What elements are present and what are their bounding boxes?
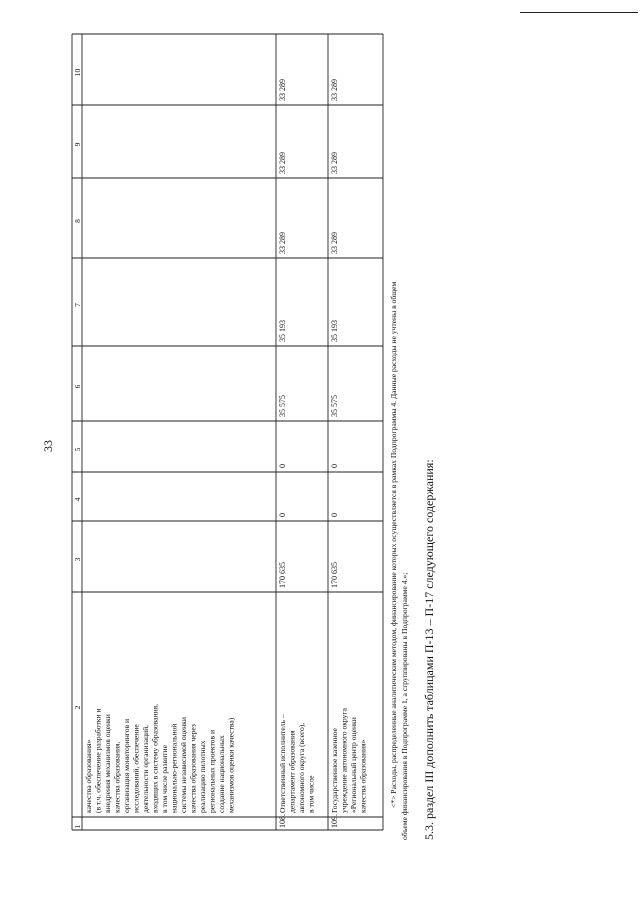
row-name-line: деятельности организаций, <box>141 724 150 813</box>
row-name-line: создание национальных <box>217 735 226 813</box>
row-name-line: автономного округа (всего), <box>297 722 306 813</box>
row-name-line: департамент образования <box>287 730 297 813</box>
row-name-line: исследований, обеспечение <box>131 724 141 813</box>
cell-value: 33 289 <box>330 152 339 174</box>
row-name-line: качества образования, <box>112 741 122 813</box>
row-name-line: в том числе <box>306 775 316 813</box>
row-name-line: качества образования через <box>188 724 198 813</box>
page-number: 33 <box>41 440 55 452</box>
row-name-line: «Региональный центр оценки <box>349 717 358 813</box>
row-name-line: национально-региональной <box>169 723 179 813</box>
cell-value: 35 193 <box>330 320 339 342</box>
cell-value: 33 289 <box>330 79 339 101</box>
footnote-line-2: объеме финансирования в Подпрограмме 1, а сгруппированы в Подпрограмме 4.»; <box>400 572 409 840</box>
row-name-line: входящих в систему образования, <box>150 703 160 813</box>
row-name-line: региональных проектов и <box>207 729 217 813</box>
row-name-line: организация мониторингов и <box>122 718 131 813</box>
row-name-line: в том числе развитие <box>160 745 169 813</box>
cell-value: 33 289 <box>278 79 287 101</box>
column-number-header: 1 <box>73 824 82 829</box>
cell-value: 170 635 <box>330 562 339 588</box>
row-name-line: внедрения механизмов оценки <box>103 714 112 813</box>
row-name-line: Государственное казенное <box>330 728 339 813</box>
column-number-header: 10 <box>73 68 82 77</box>
row-name-line: (в т.ч. обеспечение разработки и <box>93 708 103 813</box>
cell-value: 33 289 <box>330 232 339 254</box>
row-number: 109. <box>330 814 339 828</box>
column-number-header: 8 <box>73 219 82 223</box>
column-number-header: 3 <box>73 557 82 562</box>
budget-table <box>72 34 383 830</box>
cell-value: 0 <box>278 464 287 468</box>
column-number-header: 4 <box>73 497 82 502</box>
row-name-line: Ответственный исполнитель – <box>278 714 287 813</box>
cell-value: 35 575 <box>278 395 287 417</box>
column-number-header: 5 <box>73 447 82 452</box>
column-number-header: 7 <box>73 303 82 307</box>
cell-value: 0 <box>330 513 339 517</box>
row-name-line: реализацию пилотных <box>198 740 207 813</box>
row-number: 108. <box>278 814 287 828</box>
row-name-line: системы независимой оценки <box>179 717 188 813</box>
section-heading: 5.3. раздел III дополнить таблицами П-13 – П-17 следующего содержания: <box>422 459 436 840</box>
cell-value: 35 193 <box>278 320 287 342</box>
column-number-header: 6 <box>73 384 82 389</box>
footnote-line-1: <*> Расходы, распределенные аналитическим методом, финансирование которых осуществляется в рамках Подпрограммы 4. Данные расходы не учтены в общем <box>389 281 398 808</box>
column-number-header: 2 <box>73 705 82 710</box>
cell-value: 33 289 <box>278 152 287 174</box>
cell-value: 0 <box>278 513 287 517</box>
column-number-header: 9 <box>73 142 82 147</box>
row-name-line: учреждение автономного округа <box>339 708 349 813</box>
row-name-line: механизмов оценки качества) <box>226 717 236 813</box>
cell-value: 170 635 <box>278 562 287 588</box>
cell-value: 33 289 <box>278 232 287 254</box>
cell-value: 35 575 <box>330 395 339 417</box>
cell-value: 0 <box>330 464 339 468</box>
row-name-line: качества образования» <box>84 739 93 813</box>
row-name-line: качества образования» <box>358 739 368 813</box>
